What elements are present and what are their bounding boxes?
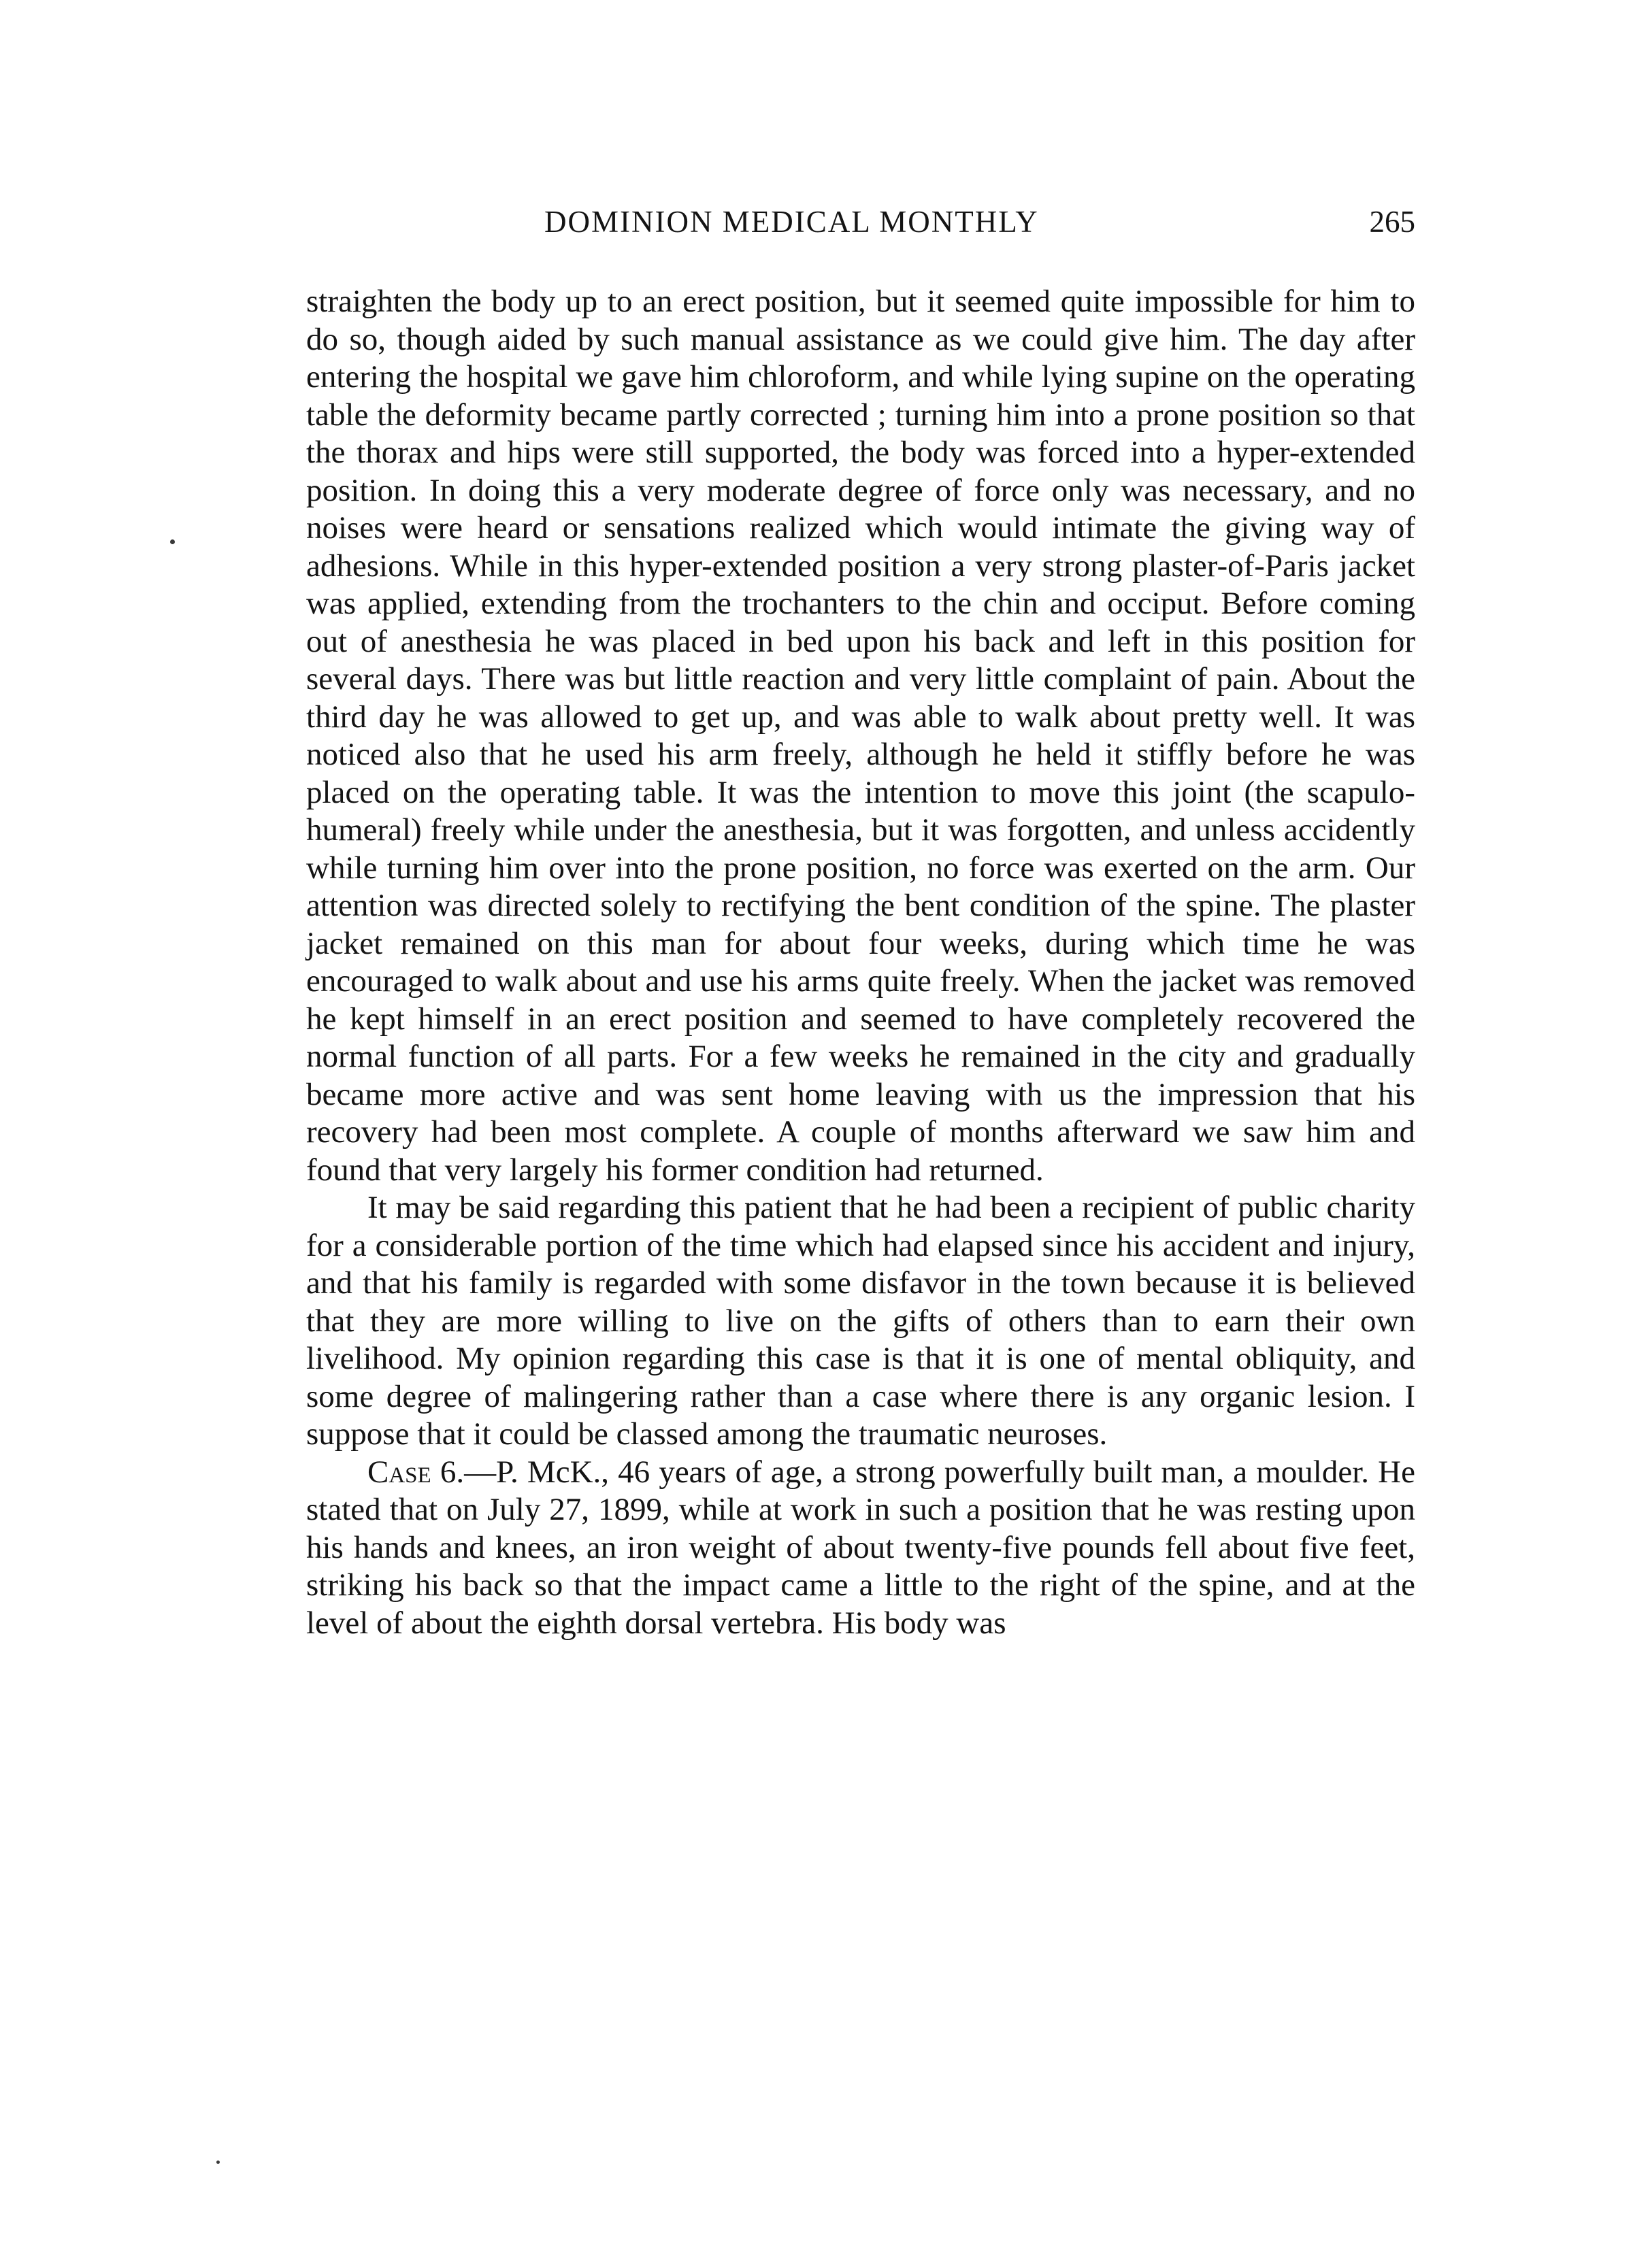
margin-speck	[170, 539, 175, 544]
body-text	[306, 283, 1415, 1642]
margin-speck	[216, 2161, 220, 2164]
case-6-label: Case 6.	[367, 1454, 465, 1490]
running-header	[306, 201, 1415, 249]
page-number: 265	[1369, 205, 1415, 239]
journal-title: DOMINION MEDICAL MONTHLY	[544, 205, 1039, 239]
paragraph-continued: straighten the body up to an erect position, but it seemed quite impossible for him to do so, though aided by such manual assistance as we could give him. The day after entering the hospital we gave him chloroform, and while lying supine on the operating table the deformity became partly corrected ; turning him into a prone position so that the thorax and hips were still supported, the body was forced into a hyper-extended position. In doing this a very moderate degree of force only was necessary, and no noises were heard or sensations realized which would intimate the giving way of adhesions. While in this hyper-extended position a very strong plaster-of-Paris jacket was applied, extending from the trochanters to the chin and occiput. Before coming out of anesthesia he was placed in bed upon his back and left in this position for several days. There was but little reaction and very little complaint of pain. About the third day he was allowed to get up, and was able to walk about pretty well. It was noticed also that he used his arm freely, although he held it stiffly before he was placed on the operating table. It was the intention to move this joint (the scapulo-humeral) freely while under the anesthesia, but it was forgotten, and unless accidently while turning him over into the prone position, no force was exerted on the arm. Our attention was directed solely to rectifying the bent condition of the spine. The plaster jacket remained on this man for about four weeks, during which time he was encouraged to walk about and use his arms quite freely. When the jacket was removed he kept himself in an erect position and seemed to have completely recovered the normal function of all parts. For a few weeks he remained in the city and gradually became more active and was sent home leaving with us the impression that his recovery had been most complete. A couple of months afterward we saw him and found that very largely his former condition had returned.	[306, 284, 1415, 1188]
paragraph-case-6	[306, 1454, 1415, 1643]
paragraph-regarding-patient: It may be said regarding this patient that he had been a recipient of public charity for a considerable portion of the time which had elapsed since his accident and injury, and that his family is regarded with some disfavor in the town because it is believed that they are more willing to live on the gifts of others than to earn their own livelihood. My opinion regarding this case is that it is one of mental obliquity, and some degree of malingering rather than a case where there is any organic lesion. I suppose that it could be classed among the traumatic neuroses.	[306, 1190, 1415, 1452]
case-6-text: —P. McK., 46 years of age, a strong powerfully built man, a moulder. He stated that on July 27, 1899, while at work in such a position that he was resting upon his hands and knees, an iron weight of about twenty-five pounds fell about five feet, striking his back so that the impact came a little to the right of the spine, and at the level of about the eighth dorsal vertebra. His body was	[306, 1454, 1415, 1641]
